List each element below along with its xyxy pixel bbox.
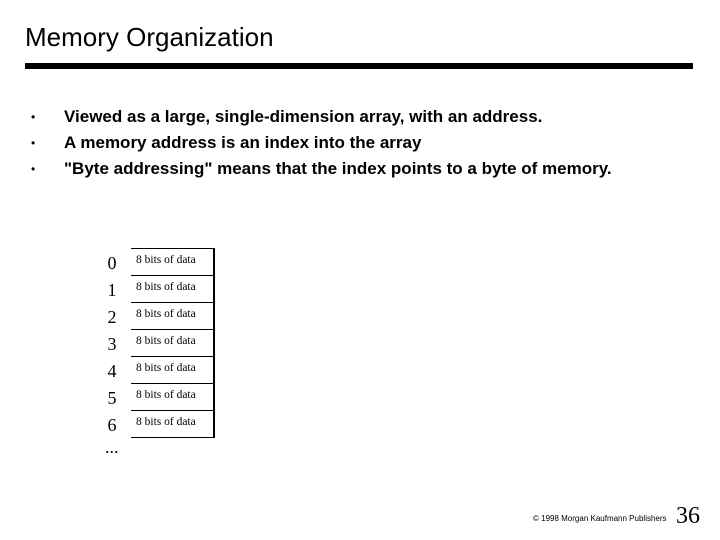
memory-ellipsis: ... <box>105 437 119 457</box>
memory-address: 3 <box>107 334 117 354</box>
bullet-marker: • <box>31 136 36 150</box>
title-divider <box>25 63 693 69</box>
memory-cell-label: 8 bits of data <box>136 416 196 428</box>
memory-cell <box>131 275 215 302</box>
memory-cell <box>131 248 215 275</box>
memory-cell-label: 8 bits of data <box>136 254 196 266</box>
memory-cell <box>131 329 215 356</box>
bullet-text: A memory address is an index into the array <box>64 133 422 152</box>
memory-cell-label: 8 bits of data <box>136 362 196 374</box>
footer-copyright: © 1998 Morgan Kaufmann Publishers <box>533 514 667 523</box>
memory-address: 4 <box>107 361 117 381</box>
memory-cell <box>131 410 215 438</box>
memory-address: 2 <box>107 307 117 327</box>
memory-cell <box>131 383 215 410</box>
page-number: 36 <box>676 503 700 529</box>
memory-cell-label: 8 bits of data <box>136 308 196 320</box>
memory-address: 6 <box>107 415 117 435</box>
memory-cell <box>131 356 215 383</box>
bullet-marker: • <box>31 162 36 176</box>
memory-cell-label: 8 bits of data <box>136 281 196 293</box>
memory-address: 0 <box>107 253 117 273</box>
memory-cell <box>131 302 215 329</box>
memory-address: 1 <box>107 280 117 300</box>
memory-cell-label: 8 bits of data <box>136 389 196 401</box>
slide-title: Memory Organization <box>25 22 274 52</box>
memory-address: 5 <box>107 388 117 408</box>
bullet-marker: • <box>31 110 36 124</box>
bullet-text: Viewed as a large, single-dimension array, with an address. <box>64 107 543 126</box>
bullet-text: "Byte addressing" means that the index points to a byte of memory. <box>64 159 612 178</box>
memory-cell-label: 8 bits of data <box>136 335 196 347</box>
